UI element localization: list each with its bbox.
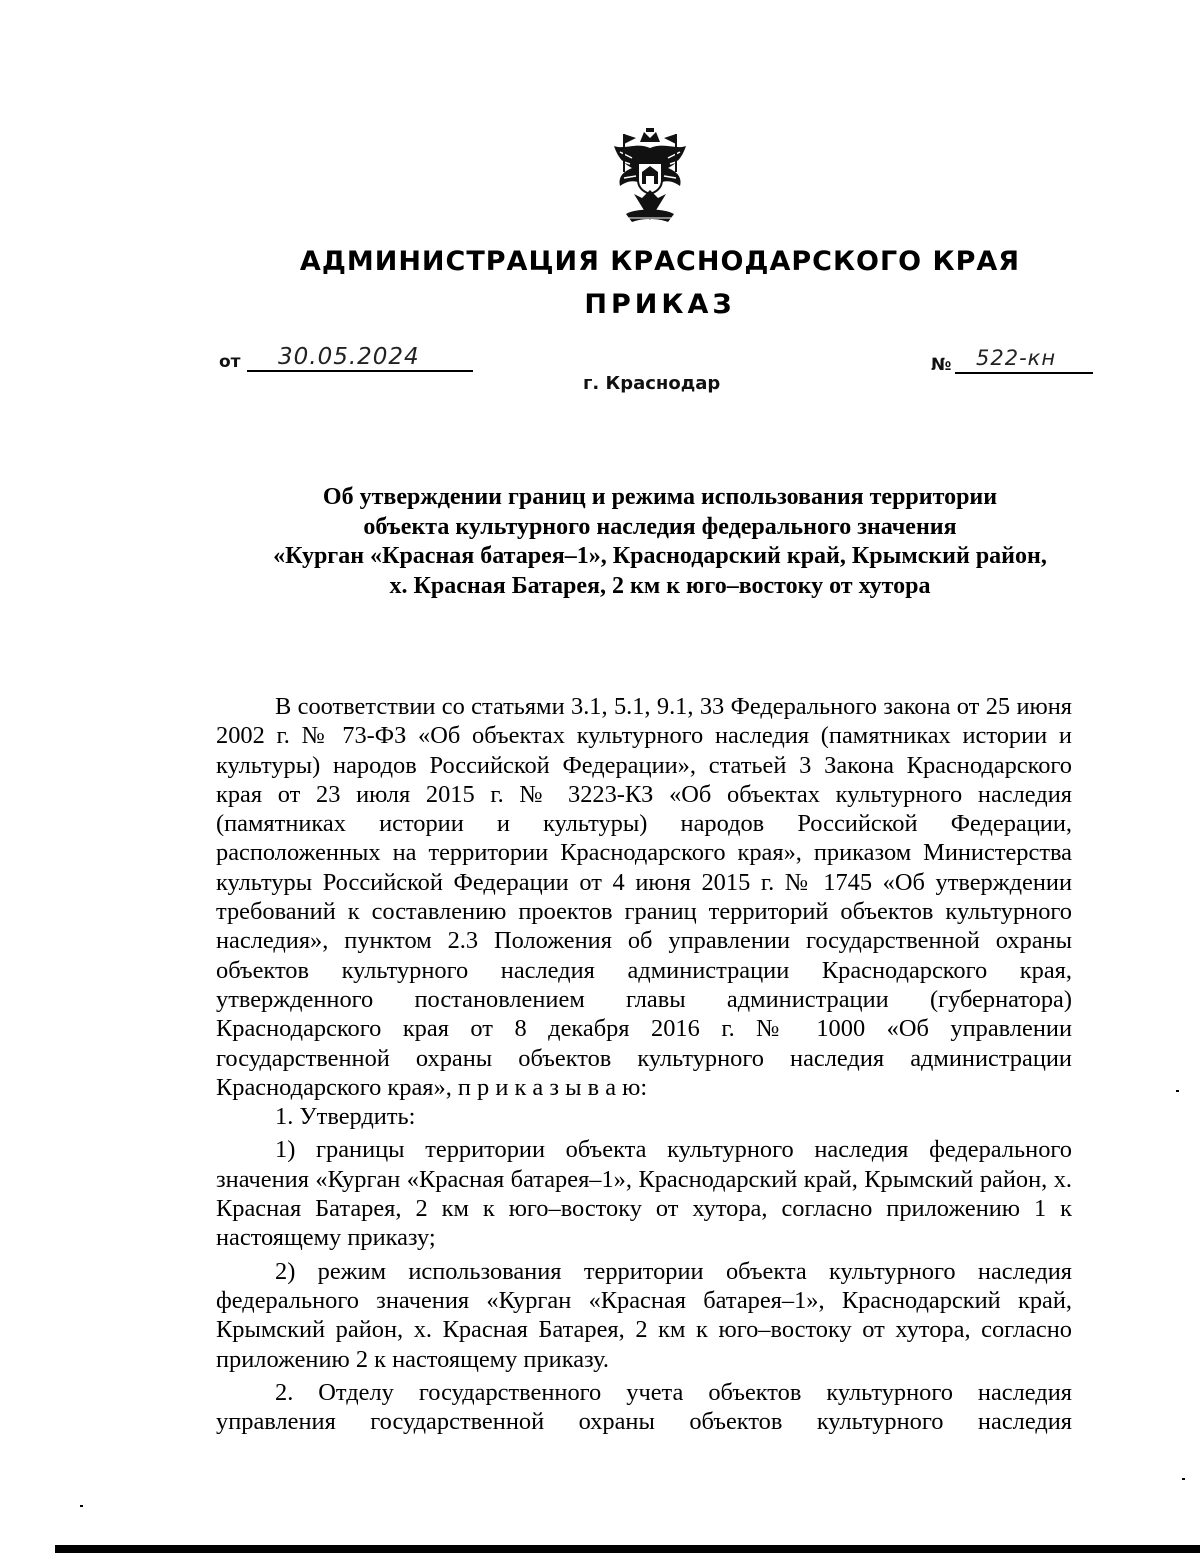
item-1-2-paragraph: 2) режим использования территории объекта культурного наследия федерального значения «Курган «Красная батарея–1», Краснодарский край, Крымский район, х. Красная Батарея, 2 км к юго–востоку от хутора, согласно приложению 2 к настоящему приказу. [216, 1257, 1072, 1373]
scan-speck [80, 1505, 83, 1507]
date-underline [247, 370, 473, 372]
handwritten-date: 30.05.2024 [278, 344, 420, 370]
subject-line: объекта культурного наследия федерального значения [363, 513, 957, 540]
scan-edge-bar [55, 1545, 1200, 1553]
subject-line: Об утверждении границ и режима использования территории [322, 484, 998, 510]
subject-heading [180, 483, 1140, 601]
organization-title: АДМИНИСТРАЦИЯ КРАСНОДАРСКОГО КРАЯ [299, 246, 1021, 277]
document-type-title: ПРИКАЗ [584, 289, 736, 320]
number-prefix-label: № [931, 355, 952, 375]
number-underline [955, 372, 1093, 374]
handwritten-number: 522-кн [976, 346, 1057, 370]
preamble-paragraph: В соответствии со статьями 3.1, 5.1, 9.1, 33 Федерального закона от 25 июня 2002 г. № 73-ФЗ «Об объектах культурного наследия (памятниках истории и культуры) народов Российской Федерации», статьей 3 Закона Краснодарского края от 23 июля 2015 г. № 3223-КЗ «Об объектах культурного наследия (памятниках истории и культуры) народов Российской Федерации, расположенных на территории Краснодарского края», приказом Министерства культуры Российской Федерации от 4 июня 2015 г. № 1745 «Об утверждении требований к составлению проектов границ территорий объектов культурного наследия», пунктом 2.3 Положения об управлении государственной охраны объектов культурного наследия администрации Краснодарского края, утвержденного постановлением главы администрации (губернатора) Краснодарского края от 8 декабря 2016 г. № 1000 «Об управлении государственной охраны объектов культурного наследия администрации Краснодарского края», п р и к а з ы в а ю: [216, 693, 1072, 1101]
subject-line: х. Красная Батарея, 2 км к юго–востоку от хутора [389, 572, 931, 599]
item-1-1-paragraph: 1) границы территории объекта культурного наследия федерального значения «Курган «Красная батарея–1», Краснодарский край, Крымский район, х. Красная Батарея, 2 км к юго–востоку от хутора, согласно приложению 1 к настоящему приказу; [216, 1136, 1072, 1252]
document-body [216, 692, 1072, 1436]
item-1-paragraph: 1. Утвердить: [275, 1103, 416, 1131]
scan-speck [1182, 1478, 1185, 1480]
subject-line: «Курган «Красная батарея–1», Краснодарский край, Крымский район, [273, 543, 1047, 569]
coat-of-arms-icon [606, 128, 694, 226]
date-prefix-label: от [219, 352, 241, 372]
city-label: г. Краснодар [583, 373, 721, 394]
scan-speck [1176, 1090, 1179, 1092]
item-2-paragraph: 2. Отделу государственного учета объектов культурного наследия управления государственной охраны объектов культурного наследия [216, 1378, 1072, 1436]
